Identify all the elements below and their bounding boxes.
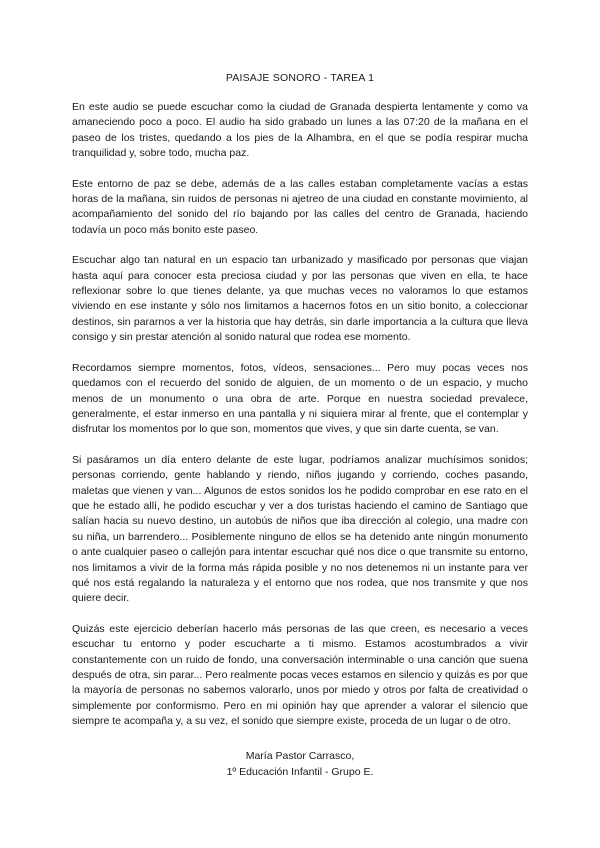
author-name: María Pastor Carrasco, — [245, 749, 355, 762]
paragraph-3: Escuchar algo tan natural en un espacio tan urbanizado y masificado por personas que viajan hasta aquí para conocer esta preciosa ciudad y por las personas que viven en ella, te hace reflexionar sobre lo que tienes delante, ya que muchas veces no valoramos lo que estamos viviendo en ese instante y sólo nos limitamos a hacernos fotos en un sitio bonito, a coleccionar destinos, sin pararnos a ver la historia que hay detrás, sin darle importancia a la cultura que lleva consigo y sin prestar atención al sonido natural que rodea ese momento. — [72, 254, 528, 344]
course-group: 1º Educación Infantil - Grupo E. — [226, 765, 374, 778]
paragraph-5: Si pasáramos un día entero delante de este lugar, podríamos analizar muchísimos sonidos; personas corriendo, gente hablando y riendo, niños jugando y corriendo, coches pasando, maletas que vienen y van... Algunos de estos sonidos los he podido comprobar en ese rato en el que he estado allí, he podido escuchar y ver a dos turistas haciendo el camino de Santiago que salían hacia su nuevo destino, un autobús de niños que iba dirección al colegio, una madre con su niña, un barrendero... Posiblemente ninguno de ellos se ha detenido ante ningún monumento o ante cualquier paseo o callejón para intentar escuchar qué nos dice o que transmite su entorno, nos limitamos a vivir de la forma más rápida posible y no nos detenemos ni un instante para ver qué nos está regalando la naturaleza y el entorno que nos rodea, que nos transmite y que nos quiere decir. — [72, 453, 528, 605]
document-title: PAISAJE SONORO - TAREA 1 — [225, 72, 375, 84]
paragraph-6: Quizás este ejercicio deberían hacerlo más personas de las que creen, es necesario a veces escuchar tu entorno y poder escucharte a ti mismo. Estamos acostumbrados a vivir constantemente con un ruido de fondo, una conversación interminable o una canción que suena después de otra, sin parar... Pero realmente pocas veces estamos en silencio y quizás es por que la mayoría de personas no sabemos valorarlo, unos por miedo y otros por falta de creatividad o simplemente por conformismo. Pero en mi opinión hay que aprender a valorar el silencio que siempre te acompaña y, a su vez, el sonido que siempre existe, proceda de un lugar o de otro. — [72, 622, 528, 728]
signature-block — [72, 748, 528, 780]
paragraph-2: Este entorno de paz se debe, además de a las calles estaban completamente vacías a estas horas de la mañana, sin ruidos de personas ni ajetreo de una ciudad en constante movimiento, al acompañamiento del sonido del río bajando por las calles del centro de Granada, haciendo todavía un poco más bonito este paseo. — [72, 177, 528, 236]
paragraph-1: En este audio se puede escuchar como la ciudad de Granada despierta lentamente y como va amaneciendo poco a poco. El audio ha sido grabado un lunes a las 07:20 de la mañana en el paseo de los tristes, quedando a los pies de la Alhambra, en el que se podía respirar mucha tranquilidad y, sobre todo, mucha paz. — [72, 101, 528, 160]
paragraph-4: Recordamos siempre momentos, fotos, vídeos, sensaciones... Pero muy pocas veces nos quedamos con el recuerdo del sonido de alguien, de un momento o de un espacio, y mucho menos de un monumento o una obra de arte. Porque en nuestra sociedad prevalece, generalmente, el estar inmerso en una pantalla y ni siquiera mirar al frente, que el contemplar y disfrutar los momentos por lo que son, momentos que vives, y que sin darte cuenta, se van. — [72, 361, 528, 436]
